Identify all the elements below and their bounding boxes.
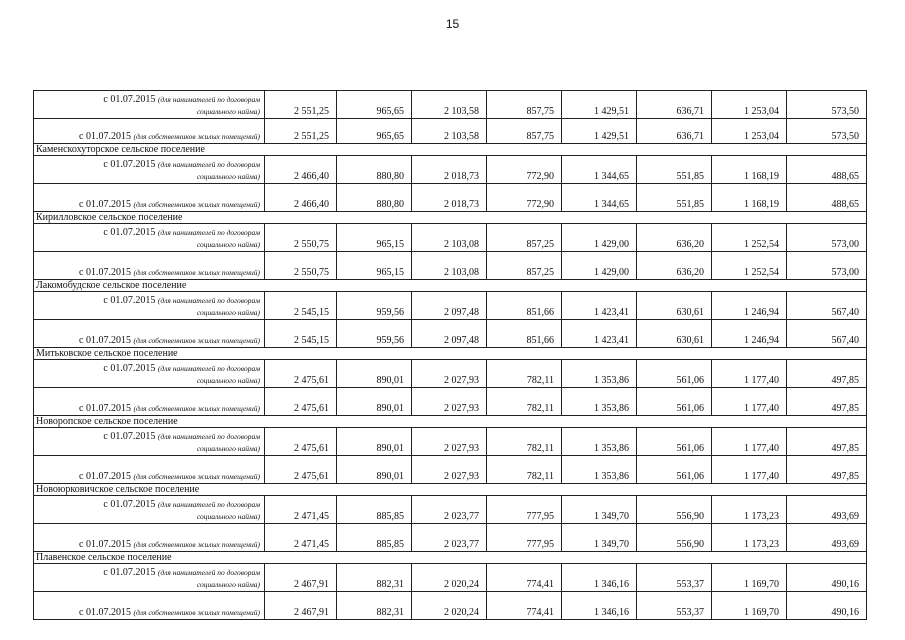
- tariff-value-cell: 1 344,65: [562, 156, 637, 184]
- tariff-value-cell: 880,80: [337, 156, 412, 184]
- tariff-value-cell: 1 253,04: [712, 91, 787, 119]
- row-label: [34, 292, 265, 320]
- tariff-value-cell: 2 466,40: [265, 184, 337, 212]
- row-label: [34, 156, 265, 184]
- row-label: [34, 456, 265, 484]
- tariff-value-cell: 490,16: [787, 564, 867, 592]
- tenants-note-line2: социального найма): [196, 107, 260, 116]
- tariff-value-cell: 959,56: [337, 292, 412, 320]
- tenants-note-line2: социального найма): [196, 512, 260, 521]
- tariff-value-cell: 1 423,41: [562, 320, 637, 348]
- tariff-value-cell: 556,90: [637, 496, 712, 524]
- tariff-value-cell: 857,75: [487, 119, 562, 144]
- tariff-value-cell: 774,41: [487, 592, 562, 620]
- row-label: [34, 91, 265, 119]
- tariff-value-cell: 1 168,19: [712, 184, 787, 212]
- tariff-value-cell: 551,85: [637, 184, 712, 212]
- tariff-value-cell: 777,95: [487, 524, 562, 552]
- tariff-value-cell: 1 346,16: [562, 564, 637, 592]
- tariff-value-cell: 890,01: [337, 456, 412, 484]
- table-row: [34, 320, 867, 348]
- tariff-value-cell: 2 475,61: [265, 456, 337, 484]
- table-row: [34, 360, 867, 388]
- owners-note: (для собственников жилых помещений): [133, 404, 260, 413]
- row-label-line1: [34, 131, 260, 143]
- row-label-line1: [34, 539, 260, 551]
- page-number: 15: [445, 17, 460, 31]
- row-label: [34, 252, 265, 280]
- tariff-value-cell: 965,15: [337, 224, 412, 252]
- row-label-line1: [34, 499, 260, 511]
- tariff-value-cell: 573,50: [787, 91, 867, 119]
- tariff-value-cell: 880,80: [337, 184, 412, 212]
- row-label-line2: [34, 239, 260, 251]
- tariff-value-cell: 1 423,41: [562, 292, 637, 320]
- tariff-value-cell: 782,11: [487, 456, 562, 484]
- row-label-line1: [34, 335, 260, 347]
- tariff-value-cell: 2 475,61: [265, 428, 337, 456]
- tariff-value-cell: 857,75: [487, 91, 562, 119]
- tariff-value-cell: 1 429,51: [562, 119, 637, 144]
- tariff-value-cell: 630,61: [637, 292, 712, 320]
- table-row: [34, 428, 867, 456]
- tariff-value-cell: 567,40: [787, 320, 867, 348]
- row-label-line1: [34, 159, 260, 171]
- row-label-line1: [34, 607, 260, 619]
- section-header-row: [34, 144, 867, 156]
- row-label-line1: [34, 267, 260, 279]
- tariff-value-cell: 1 344,65: [562, 184, 637, 212]
- tariff-value-cell: 556,90: [637, 524, 712, 552]
- tariff-value-cell: 573,00: [787, 224, 867, 252]
- effective-date: с 01.07.2015: [79, 335, 131, 346]
- tariff-value-cell: 553,37: [637, 592, 712, 620]
- table-row: [34, 91, 867, 119]
- row-label-line1: [34, 199, 260, 211]
- row-label-line1: [34, 431, 260, 443]
- tariff-value-cell: 965,65: [337, 119, 412, 144]
- tariff-value-cell: 1 173,23: [712, 496, 787, 524]
- tariff-value-cell: 497,85: [787, 388, 867, 416]
- row-label: [34, 496, 265, 524]
- owners-note: (для собственников жилых помещений): [133, 472, 260, 481]
- tariff-value-cell: 1 177,40: [712, 428, 787, 456]
- row-label: [34, 224, 265, 252]
- tariff-value-cell: 2 466,40: [265, 156, 337, 184]
- tariff-value-cell: 2 023,77: [412, 524, 487, 552]
- section-header-row: [34, 212, 867, 224]
- tariff-value-cell: 630,61: [637, 320, 712, 348]
- section-title: Новоропское сельское поселение: [34, 416, 867, 428]
- table-row: [34, 184, 867, 212]
- tariff-value-cell: 782,11: [487, 360, 562, 388]
- tenants-note-line2: социального найма): [196, 444, 260, 453]
- tariff-value-cell: 2 097,48: [412, 320, 487, 348]
- section-header-row: [34, 416, 867, 428]
- tenants-note-line2: социального найма): [196, 308, 260, 317]
- row-label-line1: [34, 403, 260, 415]
- row-label-line2: [34, 171, 260, 183]
- tariff-value-cell: 551,85: [637, 156, 712, 184]
- tenants-note-line1: (для нанимателей по договорам: [157, 500, 260, 509]
- owners-note: (для собственников жилых помещений): [133, 336, 260, 345]
- effective-date: с 01.07.2015: [103, 363, 156, 374]
- tariff-value-cell: 497,85: [787, 456, 867, 484]
- tariff-value-cell: 1 253,04: [712, 119, 787, 144]
- owners-note: (для собственников жилых помещений): [133, 540, 260, 549]
- row-label: [34, 592, 265, 620]
- tariff-value-cell: 1 177,40: [712, 360, 787, 388]
- tariff-value-cell: 1 349,70: [562, 496, 637, 524]
- effective-date: с 01.07.2015: [79, 539, 131, 550]
- effective-date: с 01.07.2015: [79, 199, 131, 210]
- tariff-value-cell: 882,31: [337, 564, 412, 592]
- tariff-value-cell: 2 551,25: [265, 91, 337, 119]
- tariff-value-cell: 561,06: [637, 428, 712, 456]
- row-label-line1: [34, 471, 260, 483]
- tariff-value-cell: 1 346,16: [562, 592, 637, 620]
- row-label-line1: [34, 567, 260, 579]
- row-label-line2: [34, 443, 260, 455]
- tariff-value-cell: 2 023,77: [412, 496, 487, 524]
- tariff-value-cell: 1 252,54: [712, 224, 787, 252]
- tariff-value-cell: 636,71: [637, 119, 712, 144]
- tariff-value-cell: 2 471,45: [265, 524, 337, 552]
- row-label-line1: [34, 295, 260, 307]
- tariff-value-cell: 772,90: [487, 156, 562, 184]
- row-label-line2: [34, 106, 260, 118]
- tariff-value-cell: 2 550,75: [265, 252, 337, 280]
- tariff-value-cell: 636,20: [637, 224, 712, 252]
- effective-date: с 01.07.2015: [79, 403, 131, 414]
- effective-date: с 01.07.2015: [79, 607, 131, 618]
- owners-note: (для собственников жилых помещений): [133, 132, 260, 141]
- row-label-line2: [34, 579, 260, 591]
- tariff-value-cell: 857,25: [487, 224, 562, 252]
- tenants-note-line2: социального найма): [196, 172, 260, 181]
- tenants-note-line1: (для нанимателей по договорам: [157, 160, 260, 169]
- table-row: [34, 456, 867, 484]
- row-label: [34, 564, 265, 592]
- section-header-row: [34, 280, 867, 292]
- tariff-value-cell: 1 353,86: [562, 360, 637, 388]
- tariff-value-cell: 890,01: [337, 360, 412, 388]
- effective-date: с 01.07.2015: [103, 499, 156, 510]
- owners-note: (для собственников жилых помещений): [133, 608, 260, 617]
- tariff-value-cell: 959,56: [337, 320, 412, 348]
- section-title: Лакомобудское сельское поселение: [34, 280, 867, 292]
- section-title: Митьковское сельское поселение: [34, 348, 867, 360]
- row-label-line2: [34, 375, 260, 387]
- tariff-table: [33, 90, 867, 620]
- tariff-value-cell: 1 353,86: [562, 428, 637, 456]
- tariff-value-cell: 1 169,70: [712, 564, 787, 592]
- table-row: [34, 252, 867, 280]
- tariff-value-cell: 2 467,91: [265, 592, 337, 620]
- tariff-value-cell: 851,66: [487, 320, 562, 348]
- section-header-row: [34, 348, 867, 360]
- tariff-value-cell: 1 177,40: [712, 388, 787, 416]
- tariff-value-cell: 1 246,94: [712, 292, 787, 320]
- row-label-line2: [34, 511, 260, 523]
- tariff-value-cell: 782,11: [487, 388, 562, 416]
- effective-date: с 01.07.2015: [103, 295, 156, 306]
- section-title: Кирилловское сельское поселение: [34, 212, 867, 224]
- tenants-note-line2: социального найма): [196, 376, 260, 385]
- tariff-value-cell: 2 020,24: [412, 564, 487, 592]
- tariff-value-cell: 965,65: [337, 91, 412, 119]
- tariff-value-cell: 2 545,15: [265, 292, 337, 320]
- row-label: [34, 524, 265, 552]
- table-row: [34, 564, 867, 592]
- tariff-value-cell: 2 103,58: [412, 91, 487, 119]
- tariff-value-cell: 2 018,73: [412, 156, 487, 184]
- tariff-value-cell: 1 252,54: [712, 252, 787, 280]
- tariff-value-cell: 1 429,00: [562, 224, 637, 252]
- tariff-value-cell: 573,00: [787, 252, 867, 280]
- tariff-value-cell: 497,85: [787, 428, 867, 456]
- effective-date: с 01.07.2015: [103, 159, 156, 170]
- tariff-value-cell: 553,37: [637, 564, 712, 592]
- table-row: [34, 292, 867, 320]
- table-row: [34, 224, 867, 252]
- tariff-value-cell: 777,95: [487, 496, 562, 524]
- tariff-value-cell: 890,01: [337, 428, 412, 456]
- tariff-value-cell: 2 103,08: [412, 224, 487, 252]
- section-header-row: [34, 552, 867, 564]
- tariff-value-cell: 782,11: [487, 428, 562, 456]
- tariff-value-cell: 567,40: [787, 292, 867, 320]
- tariff-value-cell: 561,06: [637, 388, 712, 416]
- tenants-note-line2: социального найма): [196, 580, 260, 589]
- tariff-value-cell: 2 027,93: [412, 428, 487, 456]
- row-label: [34, 320, 265, 348]
- section-title: Новоюрковичское сельское поселение: [34, 484, 867, 496]
- tenants-note-line2: социального найма): [196, 240, 260, 249]
- tariff-value-cell: 488,65: [787, 156, 867, 184]
- tariff-value-cell: 772,90: [487, 184, 562, 212]
- row-label: [34, 360, 265, 388]
- tariff-value-cell: 573,50: [787, 119, 867, 144]
- tariff-value-cell: 1 429,00: [562, 252, 637, 280]
- tariff-value-cell: 2 475,61: [265, 360, 337, 388]
- tariff-value-cell: 2 097,48: [412, 292, 487, 320]
- effective-date: с 01.07.2015: [79, 471, 131, 482]
- tariff-value-cell: 1 353,86: [562, 388, 637, 416]
- tariff-value-cell: 2 550,75: [265, 224, 337, 252]
- tenants-note-line1: (для нанимателей по договорам: [157, 296, 260, 305]
- row-label-line2: [34, 307, 260, 319]
- tariff-value-cell: 2 027,93: [412, 456, 487, 484]
- tariff-value-cell: 965,15: [337, 252, 412, 280]
- tenants-note-line1: (для нанимателей по договорам: [157, 364, 260, 373]
- section-header-row: [34, 484, 867, 496]
- row-label-line1: [34, 227, 260, 239]
- effective-date: с 01.07.2015: [103, 431, 156, 442]
- tariff-value-cell: 2 471,45: [265, 496, 337, 524]
- row-label-line1: [34, 94, 260, 106]
- tariff-value-cell: 882,31: [337, 592, 412, 620]
- tariff-value-cell: 1 429,51: [562, 91, 637, 119]
- tariff-value-cell: 497,85: [787, 360, 867, 388]
- tariff-value-cell: 2 467,91: [265, 564, 337, 592]
- owners-note: (для собственников жилых помещений): [133, 200, 260, 209]
- tariff-value-cell: 2 018,73: [412, 184, 487, 212]
- table-row: [34, 388, 867, 416]
- tariff-value-cell: 636,71: [637, 91, 712, 119]
- tariff-value-cell: 2 020,24: [412, 592, 487, 620]
- tariff-value-cell: 1 168,19: [712, 156, 787, 184]
- table-row: [34, 592, 867, 620]
- tariff-value-cell: 1 177,40: [712, 456, 787, 484]
- row-label: [34, 428, 265, 456]
- tariff-value-cell: 851,66: [487, 292, 562, 320]
- section-title: Каменскохуторское сельское поселение: [34, 144, 867, 156]
- tenants-note-line1: (для нанимателей по договорам: [157, 432, 260, 441]
- tariff-value-cell: 488,65: [787, 184, 867, 212]
- effective-date: с 01.07.2015: [79, 267, 131, 278]
- row-label: [34, 119, 265, 144]
- tariff-value-cell: 561,06: [637, 360, 712, 388]
- table-row: [34, 524, 867, 552]
- table-row: [34, 156, 867, 184]
- tariff-value-cell: 857,25: [487, 252, 562, 280]
- tariff-value-cell: 2 103,58: [412, 119, 487, 144]
- owners-note: (для собственников жилых помещений): [133, 268, 260, 277]
- table-row: [34, 119, 867, 144]
- row-label: [34, 184, 265, 212]
- tariff-value-cell: 1 169,70: [712, 592, 787, 620]
- tariff-value-cell: 1 246,94: [712, 320, 787, 348]
- tariff-value-cell: 493,69: [787, 524, 867, 552]
- tenants-note-line1: (для нанимателей по договорам: [157, 568, 260, 577]
- tariff-value-cell: 1 353,86: [562, 456, 637, 484]
- tariff-value-cell: 636,20: [637, 252, 712, 280]
- effective-date: с 01.07.2015: [103, 567, 156, 578]
- tariff-value-cell: 2 545,15: [265, 320, 337, 348]
- tariff-value-cell: 561,06: [637, 456, 712, 484]
- row-label: [34, 388, 265, 416]
- table-row: [34, 496, 867, 524]
- tariff-value-cell: 490,16: [787, 592, 867, 620]
- tariff-value-cell: 890,01: [337, 388, 412, 416]
- tariff-value-cell: 2 475,61: [265, 388, 337, 416]
- row-label-line1: [34, 363, 260, 375]
- tariff-value-cell: 1 349,70: [562, 524, 637, 552]
- tariff-value-cell: 2 027,93: [412, 388, 487, 416]
- section-title: Плавенское сельское поселение: [34, 552, 867, 564]
- tariff-table-body: [34, 91, 867, 620]
- effective-date: с 01.07.2015: [103, 227, 156, 238]
- tariff-value-cell: 774,41: [487, 564, 562, 592]
- tariff-value-cell: 493,69: [787, 496, 867, 524]
- tariff-value-cell: 2 027,93: [412, 360, 487, 388]
- tariff-value-cell: 2 103,08: [412, 252, 487, 280]
- tariff-value-cell: 1 173,23: [712, 524, 787, 552]
- tenants-note-line1: (для нанимателей по договорам: [157, 228, 260, 237]
- tariff-value-cell: 885,85: [337, 524, 412, 552]
- tariff-value-cell: 2 551,25: [265, 119, 337, 144]
- effective-date: с 01.07.2015: [103, 94, 156, 105]
- effective-date: с 01.07.2015: [79, 131, 131, 142]
- tenants-note-line1: (для нанимателей по договорам: [157, 95, 260, 104]
- tariff-value-cell: 885,85: [337, 496, 412, 524]
